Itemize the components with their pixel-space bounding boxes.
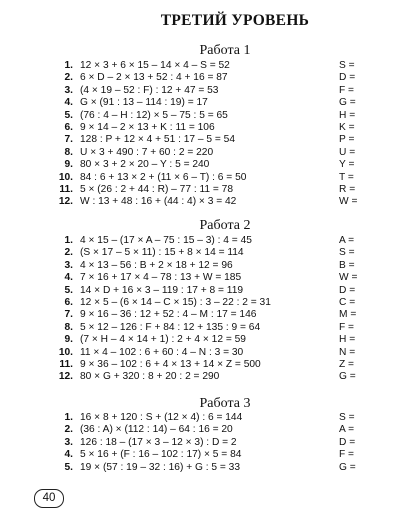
problem-row xyxy=(0,347,410,359)
problem-row xyxy=(0,247,410,259)
problem-row xyxy=(0,322,410,334)
problem-row xyxy=(0,424,410,436)
answer-blank: F = xyxy=(339,449,355,461)
problem-number: 3. xyxy=(64,84,73,96)
problem-row xyxy=(0,359,410,371)
problem-expression: 4 × 13 – 56 : B + 2 × 18 + 12 = 96 xyxy=(80,259,233,271)
answer-blank: K = xyxy=(339,121,355,133)
problem-number: 12. xyxy=(58,196,73,208)
problem-number: 11. xyxy=(59,183,73,195)
answer-blank: W = xyxy=(339,196,358,208)
problem-row xyxy=(0,72,410,84)
answer-blank: S = xyxy=(339,60,355,71)
answer-blank: M = xyxy=(339,309,357,321)
problem-row xyxy=(0,159,410,171)
problem-number: 6. xyxy=(64,121,73,133)
problem-row xyxy=(0,412,410,424)
problem-row xyxy=(0,297,410,309)
problem-number: 8. xyxy=(64,321,73,333)
problem-number: 7. xyxy=(64,309,73,321)
problem-number: 1. xyxy=(64,60,73,71)
section-3-problems xyxy=(0,412,410,474)
section-title-2: Работа 2 xyxy=(199,218,251,233)
answer-blank: U = xyxy=(339,146,356,158)
problem-expression: 19 × (57 : 19 – 32 : 16) + G : 5 = 33 xyxy=(80,461,240,473)
problem-number: 3. xyxy=(64,259,73,271)
problem-number: 2. xyxy=(64,72,73,84)
problem-expression: 14 × D + 16 × 3 – 119 : 17 + 8 = 119 xyxy=(80,284,244,296)
answer-blank: S = xyxy=(339,412,355,423)
answer-blank: A = xyxy=(339,235,355,246)
problem-row xyxy=(0,60,410,72)
problem-expression: (S × 17 – 5 × 11) : 15 + 8 × 14 = 114 xyxy=(80,247,244,259)
problem-expression: 5 × 12 – 126 : F + 84 : 12 + 135 : 9 = 64 xyxy=(80,321,261,333)
problem-number: 3. xyxy=(64,436,73,448)
answer-blank: H = xyxy=(339,109,356,121)
problem-number: 8. xyxy=(64,146,73,158)
section-title-3: Работа 3 xyxy=(199,396,251,411)
problem-number: 5. xyxy=(64,109,73,121)
answer-blank: C = xyxy=(339,296,356,308)
problem-row xyxy=(0,122,410,134)
problem-row xyxy=(0,437,410,449)
problem-number: 6. xyxy=(64,296,73,308)
answer-blank: Y = xyxy=(339,159,355,171)
problem-expression: (76 : 4 – H : 12) × 5 – 75 : 5 = 65 xyxy=(80,109,228,121)
problem-row xyxy=(0,285,410,297)
problem-expression: 9 × 14 – 2 × 13 + K : 11 = 106 xyxy=(80,121,215,133)
problem-expression: 80 × G + 320 : 8 + 20 : 2 = 290 xyxy=(80,371,220,383)
problem-expression: 16 × 8 + 120 : S + (12 × 4) : 6 = 144 xyxy=(80,412,243,423)
page-number: 40 xyxy=(34,489,64,508)
problem-row xyxy=(0,462,410,474)
problem-number: 5. xyxy=(64,461,73,473)
answer-blank: W = xyxy=(339,272,358,284)
problem-expression: 11 × 4 – 102 : 6 + 60 : 4 – N : 3 = 30 xyxy=(80,346,244,358)
answer-blank: D = xyxy=(339,436,356,448)
problem-row xyxy=(0,272,410,284)
problem-row xyxy=(0,196,410,208)
problem-row xyxy=(0,309,410,321)
problem-number: 12. xyxy=(58,371,73,383)
problem-row xyxy=(0,371,410,383)
problem-expression: 9 × 16 – 36 : 12 + 52 : 4 – M : 17 = 146 xyxy=(80,309,257,321)
problem-number: 7. xyxy=(64,134,73,146)
answer-blank: B = xyxy=(339,259,355,271)
problem-number: 2. xyxy=(64,424,73,436)
problem-expression: (4 × 19 – 52 : F) : 12 + 47 = 53 xyxy=(80,84,219,96)
problem-expression: 128 : P + 12 × 4 + 51 : 17 – 5 = 54 xyxy=(80,134,236,146)
level-title: ТРЕТИЙ УРОВЕНЬ xyxy=(160,12,310,29)
problem-expression: W : 13 + 48 : 16 + (44 : 4) × 3 = 42 xyxy=(80,196,237,208)
problem-number: 5. xyxy=(64,284,73,296)
problem-expression: 84 : 6 + 13 × 2 + (11 × 6 – T) : 6 = 50 xyxy=(80,171,247,183)
section-2-problems xyxy=(0,235,410,384)
answer-blank: F = xyxy=(339,321,355,333)
problem-expression: (36 : A) × (112 : 14) – 64 : 16 = 20 xyxy=(80,424,233,436)
problem-row xyxy=(0,134,410,146)
problem-row xyxy=(0,172,410,184)
answer-blank: R = xyxy=(339,183,356,195)
answer-blank: F = xyxy=(339,84,355,96)
answer-blank: S = xyxy=(339,247,355,259)
problem-expression: 5 × 16 + (F : 16 – 102 : 17) × 5 = 84 xyxy=(80,449,242,461)
problem-expression: 6 × D – 2 × 13 + 52 : 4 + 16 = 87 xyxy=(80,72,228,84)
problem-number: 10. xyxy=(58,346,73,358)
answer-blank: H = xyxy=(339,334,356,346)
problem-row xyxy=(0,97,410,109)
problem-expression: 80 × 3 + 2 × 20 – Y : 5 = 240 xyxy=(80,159,210,171)
answer-blank: G = xyxy=(339,371,356,383)
problem-number: 4. xyxy=(64,449,73,461)
problem-row xyxy=(0,85,410,97)
answer-blank: Z = xyxy=(339,358,355,370)
problem-number: 4. xyxy=(64,272,73,284)
problem-expression: 4 × 15 – (17 × A – 75 : 15 – 3) : 4 = 45 xyxy=(80,235,252,246)
problem-row xyxy=(0,235,410,247)
problem-number: 9. xyxy=(64,159,73,171)
problem-row xyxy=(0,334,410,346)
answer-blank: D = xyxy=(339,72,356,84)
section-title-1: Работа 1 xyxy=(199,43,251,58)
answer-blank: T = xyxy=(339,171,354,183)
problem-expression: G × (91 : 13 – 114 : 19) = 17 xyxy=(80,97,208,109)
problem-number: 4. xyxy=(64,97,73,109)
problem-expression: 9 × 36 – 102 : 6 + 4 × 13 + 14 × Z = 500 xyxy=(80,358,261,370)
problem-number: 9. xyxy=(64,334,73,346)
answer-blank: G = xyxy=(339,97,356,109)
problem-expression: 5 × (26 : 2 + 44 : R) – 77 : 11 = 78 xyxy=(80,183,234,195)
problem-row xyxy=(0,147,410,159)
problem-row xyxy=(0,110,410,122)
problem-number: 1. xyxy=(64,235,73,246)
problem-expression: 12 × 3 + 6 × 15 – 14 × 4 – S = 52 xyxy=(80,60,230,71)
answer-blank: N = xyxy=(339,346,356,358)
problem-number: 2. xyxy=(64,247,73,259)
problem-expression: 126 : 18 – (17 × 3 – 12 × 3) : D = 2 xyxy=(80,436,237,448)
problem-number: 10. xyxy=(58,171,73,183)
problem-number: 11. xyxy=(59,358,73,370)
answer-blank: D = xyxy=(339,284,356,296)
problem-expression: (7 × H – 4 × 14 + 1) : 2 + 4 × 12 = 59 xyxy=(80,334,246,346)
problem-expression: U × 3 + 490 : 7 + 60 : 2 = 220 xyxy=(80,146,214,158)
problem-row xyxy=(0,449,410,461)
answer-blank: G = xyxy=(339,461,356,473)
problem-expression: 12 × 5 – (6 × 14 – C × 15) : 3 – 22 : 2 = 31 xyxy=(80,296,271,308)
answer-blank: P = xyxy=(339,134,355,146)
problem-number: 1. xyxy=(64,412,73,423)
problem-row xyxy=(0,260,410,272)
answer-blank: A = xyxy=(339,424,355,436)
problem-row xyxy=(0,184,410,196)
section-1-problems xyxy=(0,60,410,209)
problem-expression: 7 × 16 + 17 × 4 – 78 : 13 + W = 185 xyxy=(80,272,242,284)
